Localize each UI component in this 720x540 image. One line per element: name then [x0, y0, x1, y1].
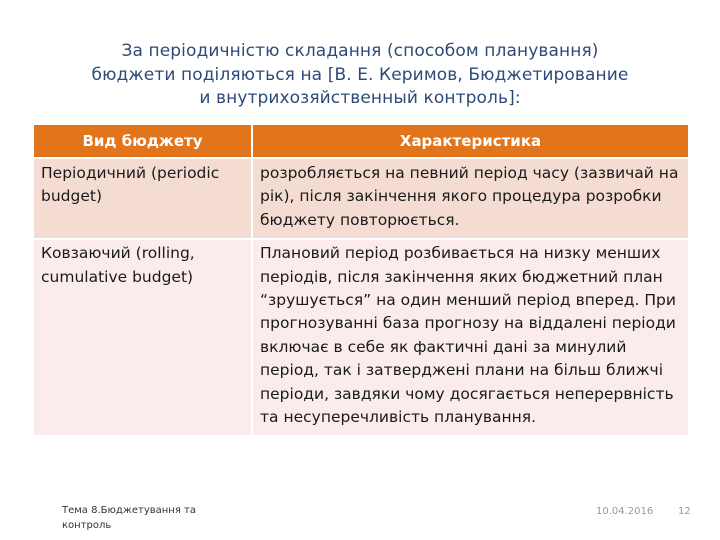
footer-topic-line: контроль	[62, 520, 112, 531]
footer-topic-line: Тема 8.Бюджетування та	[62, 505, 196, 516]
header-characteristic: Характеристика	[252, 125, 688, 158]
page-number: 12	[678, 506, 691, 517]
footer-date: 10.04.2016	[596, 506, 654, 517]
budget-type-cell: Періодичний (periodic budget)	[34, 158, 252, 239]
title-line: За періодичністю складання (способом планування)	[121, 41, 599, 61]
slide-title	[30, 40, 690, 111]
table-row	[34, 158, 688, 239]
table-header-row	[34, 125, 688, 158]
table-row	[34, 239, 688, 436]
title-line: бюджети поділяються на [В. Е. Керимов, Бюджетирование	[91, 64, 629, 85]
title-line: и внутрихозяйственный контроль]:	[199, 88, 521, 108]
characteristic-cell: Плановий період розбивається на низку менших періодів, після закінчення яких бюджетний план “зрушується” на один менший період вперед. При прогнозуванні база прогнозу на віддалені періоди включає в себе як фактичні дані за минулий період, так і затверджені плани на більш ближчі періоди, завдяки чому досягається неперервність та несуперечливість планування.	[252, 239, 688, 436]
characteristic-cell: розробляється на певний період часу (зазвичай на рік), після закінчення якого процедура розробки бюджету повторюється.	[252, 158, 688, 239]
budget-types-table	[34, 125, 688, 437]
footer-topic	[62, 503, 196, 533]
budget-type-cell: Ковзаючий (rolling, cumulative budget)	[34, 239, 252, 436]
header-budget-type: Вид бюджету	[34, 125, 252, 158]
